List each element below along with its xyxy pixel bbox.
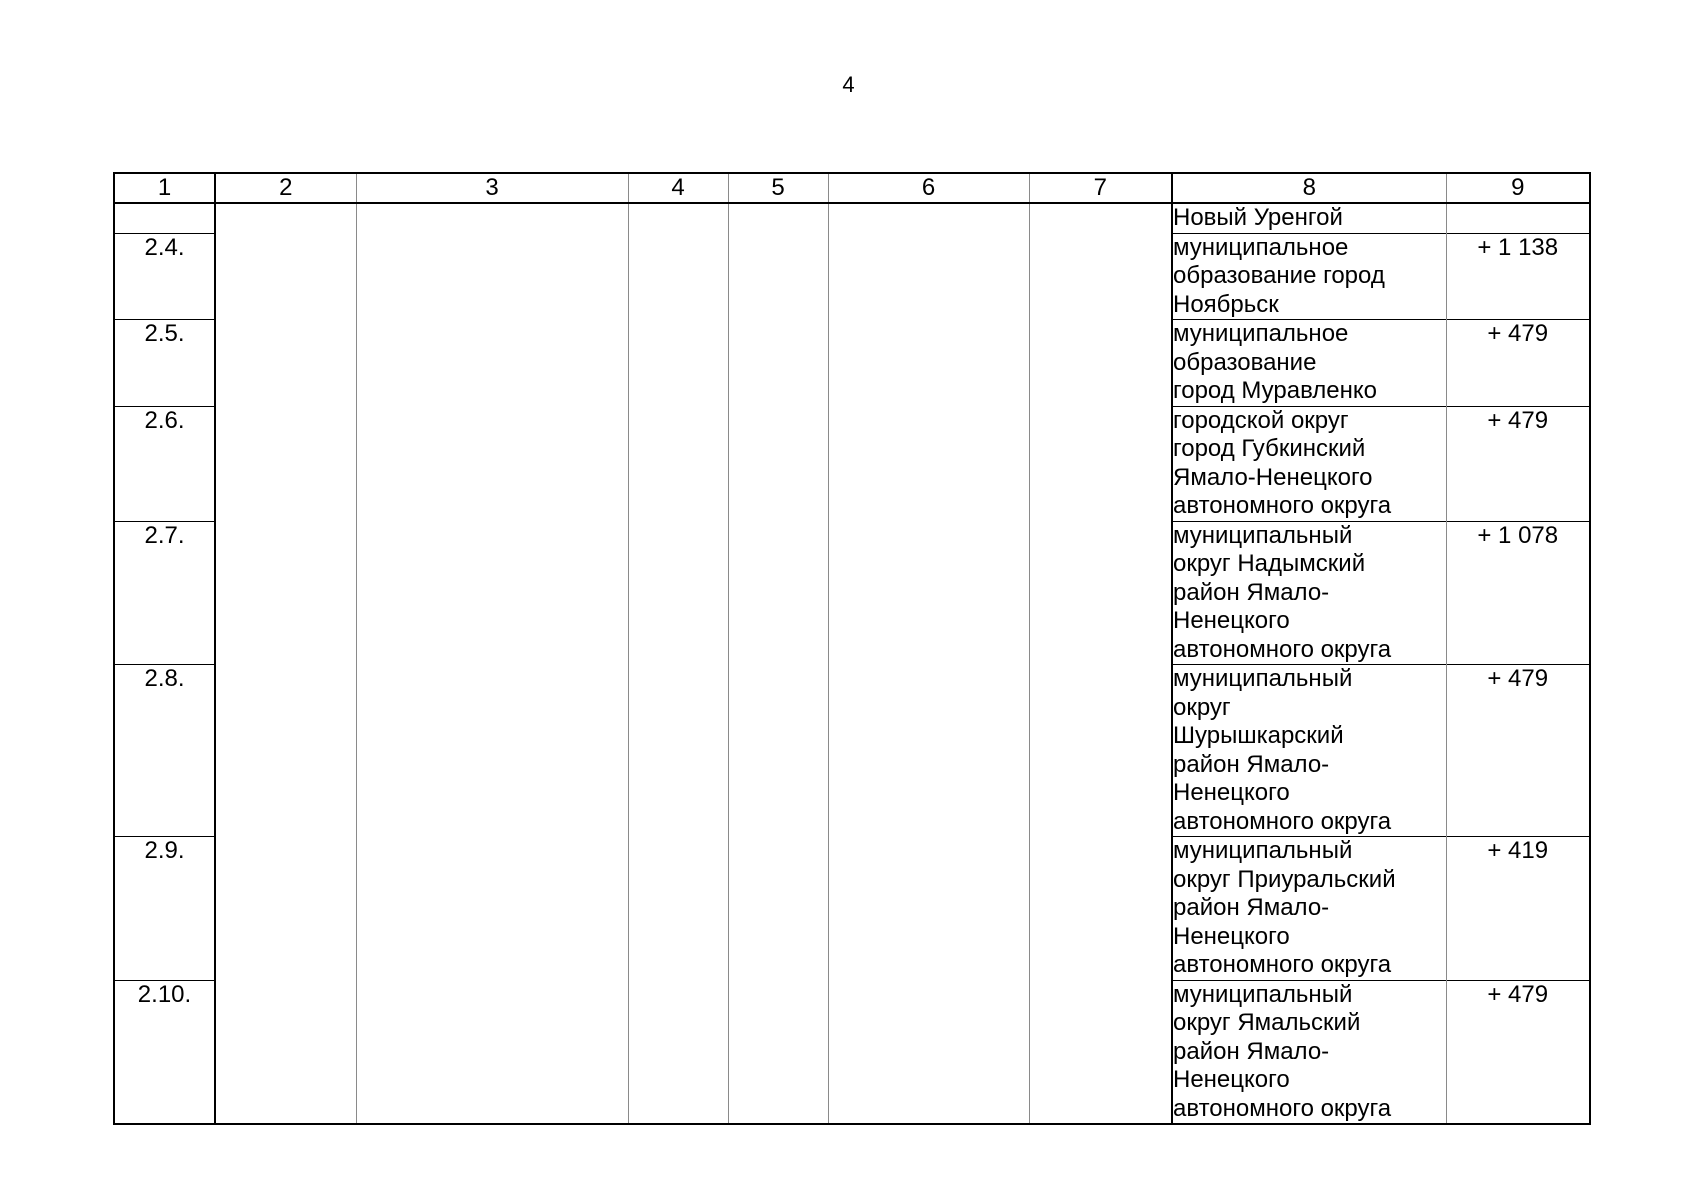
column-header-3: 3 <box>356 173 628 203</box>
municipality-name-line: Ненецкого <box>1173 922 1290 950</box>
municipality-name-line: округ Приуральский <box>1173 865 1396 893</box>
municipality-name-line: автономного округа <box>1173 1094 1392 1122</box>
municipality-name-line: муниципальное <box>1173 320 1349 347</box>
column-header-7: 7 <box>1029 173 1172 203</box>
municipality-name-line: район Ямало- <box>1173 894 1330 921</box>
municipality-name-line: образование город <box>1173 262 1385 289</box>
column-header-5: 5 <box>728 173 828 203</box>
empty-column-5-cell <box>728 203 828 1124</box>
municipality-name-line: муниципальный <box>1173 980 1353 1008</box>
municipality-name-cell <box>1172 203 1446 233</box>
row-number-cell: 2.9. <box>114 837 215 981</box>
value-cell: + 479 <box>1446 665 1590 837</box>
municipality-name-line: Ненецкого <box>1173 1066 1290 1093</box>
page-number: 4 <box>842 72 855 97</box>
value-cell: + 479 <box>1446 406 1590 521</box>
municipality-name-cell <box>1172 837 1446 981</box>
row-number-cell: 2.8. <box>114 665 215 837</box>
value-cell: + 419 <box>1446 837 1590 981</box>
municipality-name-line: Ненецкого <box>1173 607 1290 634</box>
municipality-name-line: город Муравленко <box>1173 377 1378 404</box>
municipality-name-cell <box>1172 521 1446 665</box>
municipality-name-line: город Губкинский <box>1173 435 1366 462</box>
municipality-name-line: район Ямало- <box>1173 1037 1330 1065</box>
municipality-name-line: округ <box>1173 693 1231 721</box>
value-cell: + 1 078 <box>1446 521 1590 665</box>
municipality-name-line: муниципальный <box>1173 665 1353 692</box>
municipality-name-line: округ Надымский <box>1173 550 1366 577</box>
value-cell: + 479 <box>1446 980 1590 1124</box>
data-table <box>113 172 1591 1125</box>
empty-column-7-cell <box>1029 203 1172 1124</box>
column-header-2: 2 <box>215 173 356 203</box>
header-row <box>114 173 1590 203</box>
municipality-name-line: Ненецкого <box>1173 779 1290 806</box>
municipality-name-line: муниципальное <box>1173 233 1349 261</box>
column-header-6: 6 <box>828 173 1029 203</box>
municipality-name-line: район Ямало- <box>1173 578 1330 606</box>
column-header-4: 4 <box>628 173 728 203</box>
municipality-name-line: Ямало-Ненецкого <box>1173 463 1373 491</box>
municipality-name-line: автономного округа <box>1173 807 1392 835</box>
empty-column-4-cell <box>628 203 728 1124</box>
municipality-name-cell <box>1172 980 1446 1124</box>
table-body <box>114 203 1590 1124</box>
row-number-cell: 2.6. <box>114 406 215 521</box>
municipality-name-line: образование <box>1173 348 1317 376</box>
municipality-name-line: Ноябрьск <box>1173 290 1279 318</box>
table-row <box>114 203 1590 233</box>
municipality-name-cell <box>1172 233 1446 320</box>
column-header-8: 8 <box>1172 173 1446 203</box>
row-number-cell <box>114 203 215 233</box>
municipality-name-line: муниципальный <box>1173 837 1353 864</box>
empty-column-3-cell <box>356 203 628 1124</box>
value-cell <box>1446 203 1590 233</box>
value-cell: + 1 138 <box>1446 233 1590 320</box>
row-number-cell: 2.5. <box>114 320 215 407</box>
municipality-name-line: автономного округа <box>1173 951 1392 978</box>
row-number-cell: 2.10. <box>114 980 215 1124</box>
empty-column-2-cell <box>215 203 356 1124</box>
municipality-name-line: Новый Уренгой <box>1173 204 1343 231</box>
municipality-name-cell <box>1172 665 1446 837</box>
municipality-name-line: автономного округа <box>1173 492 1392 519</box>
municipality-name-cell <box>1172 320 1446 407</box>
municipality-name-line: городской округ <box>1173 406 1349 434</box>
municipality-name-line: муниципальный <box>1173 521 1353 549</box>
column-header-1: 1 <box>114 173 215 203</box>
municipality-name-cell <box>1172 406 1446 521</box>
row-number-cell: 2.7. <box>114 521 215 665</box>
column-header-9: 9 <box>1446 173 1590 203</box>
empty-column-6-cell <box>828 203 1029 1124</box>
municipality-name-line: район Ямало- <box>1173 750 1330 778</box>
municipality-name-line: автономного округа <box>1173 635 1392 663</box>
municipality-name-line: округ Ямальский <box>1173 1009 1361 1036</box>
municipality-name-line: Шурышкарский <box>1173 722 1344 749</box>
value-cell: + 479 <box>1446 320 1590 407</box>
row-number-cell: 2.4. <box>114 233 215 320</box>
